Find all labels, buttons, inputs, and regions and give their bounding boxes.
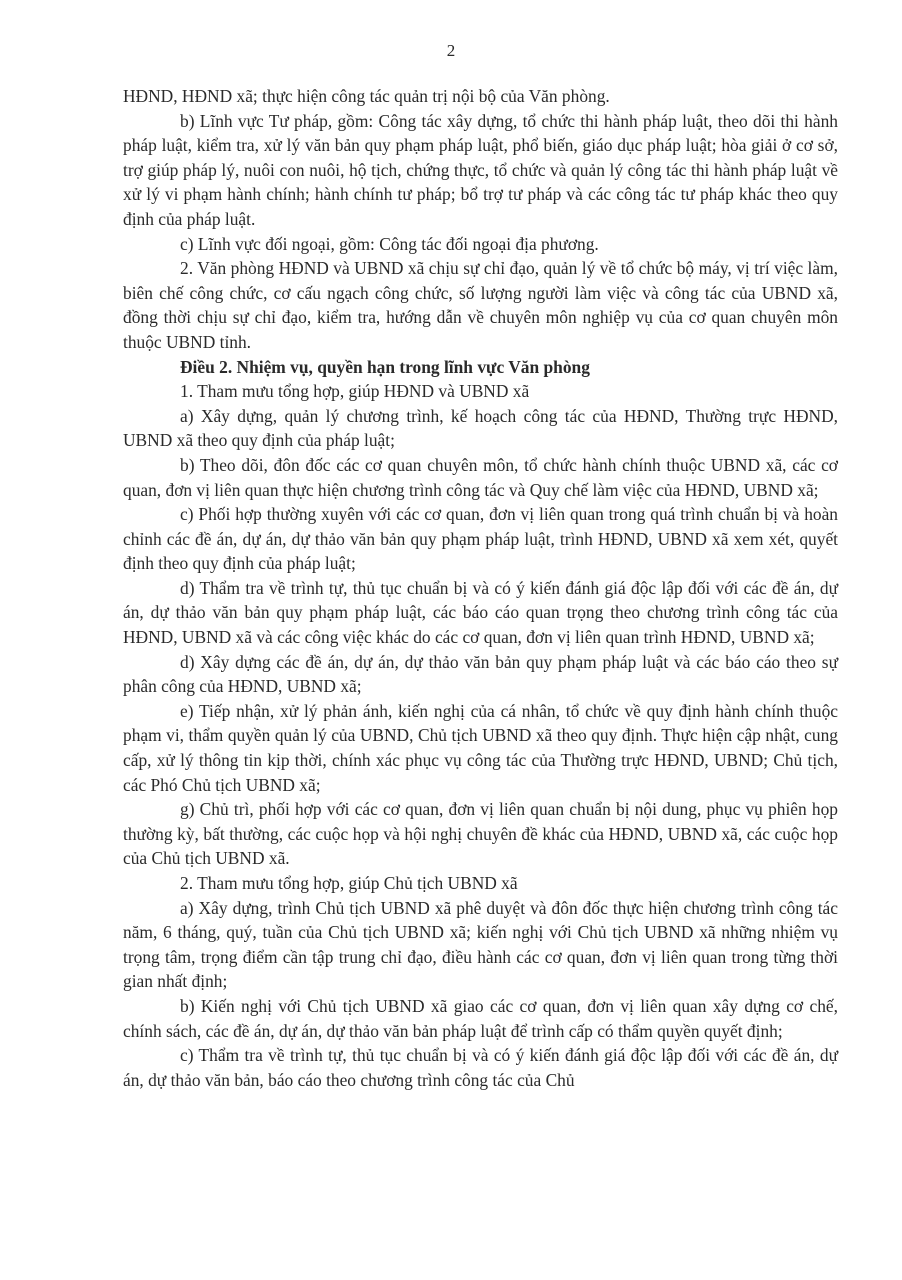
document-paragraph: a) Xây dựng, quản lý chương trình, kế hoạch công tác của HĐND, Thường trực HĐND, UBND xã theo quy định của pháp luật; [123, 405, 838, 451]
document-paragraph: b) Kiến nghị với Chủ tịch UBND xã giao các cơ quan, đơn vị liên quan xây dựng cơ chế, chính sách, các đề án, dự án, dự thảo văn bản pháp luật để trình cấp có thẩm quyền quyết định; [123, 995, 838, 1041]
document-paragraph: c) Lĩnh vực đối ngoại, gồm: Công tác đối ngoại địa phương. [180, 233, 599, 254]
document-paragraph: e) Tiếp nhận, xử lý phản ánh, kiến nghị của cá nhân, tổ chức về quy định hành chính thuộc phạm vi, thẩm quyền quản lý của UBND, Chủ tịch UBND xã theo quy định. Thực hiện cập nhật, cung cấp, xử lý thông tin kịp thời, chính xác phục vụ công tác của Thường trực HĐND, UBND; Chủ tịch, các Phó Chủ tịch UBND xã; [123, 700, 838, 795]
document-paragraph: b) Lĩnh vực Tư pháp, gồm: Công tác xây dựng, tổ chức thi hành pháp luật, theo dõi thi hành pháp luật, kiểm tra, xử lý văn bản quy phạm pháp luật, phổ biến, giáo dục pháp luật; hòa giải ở cơ sở, trợ giúp pháp lý, nuôi con nuôi, hộ tịch, chứng thực, tổ chức và quản lý công tác thi hành pháp luật về xử lý vi phạm hành chính; hành chính tư pháp; bổ trợ tư pháp và các công tác tư pháp khác theo quy định của pháp luật. [123, 110, 838, 229]
document-paragraph: 2. Văn phòng HĐND và UBND xã chịu sự chỉ đạo, quản lý về tổ chức bộ máy, vị trí việc làm, biên chế công chức, cơ cấu ngạch công chức, số lượng người làm việc và công tác của UBND xã, đồng thời chịu sự chỉ đạo, kiểm tra, hướng dẫn về chuyên môn nghiệp vụ của cơ quan chuyên môn thuộc UBND tỉnh. [123, 258, 838, 352]
document-paragraph: d) Xây dựng các đề án, dự án, dự thảo văn bản quy phạm pháp luật và các báo cáo theo sự phân công của HĐND, UBND xã; [123, 651, 838, 697]
document-paragraph: a) Xây dựng, trình Chủ tịch UBND xã phê duyệt và đôn đốc thực hiện chương trình công tác năm, 6 tháng, quý, tuần của Chủ tịch UBND xã; kiến nghị với Chủ tịch UBND xã những nhiệm vụ trọng tâm, trọng điểm cần tập trung chỉ đạo, điều hành các cơ quan, đơn vị liên quan trong từng thời gian nhất định; [123, 897, 838, 992]
document-paragraph: 1. Tham mưu tổng hợp, giúp HĐND và UBND xã [180, 381, 530, 402]
document-paragraph: HĐND, HĐND xã; thực hiện công tác quản trị nội bộ của Văn phòng. [123, 86, 610, 106]
document-paragraph: g) Chủ trì, phối hợp với các cơ quan, đơn vị liên quan chuẩn bị nội dung, phục vụ phiên họp thường kỳ, bất thường, các cuộc họp và hội nghị chuyên đề khác của HĐND, UBND xã, các cuộc họp của Chủ tịch UBND xã. [123, 799, 838, 869]
document-paragraph: 2. Tham mưu tổng hợp, giúp Chủ tịch UBND xã [180, 873, 518, 893]
document-paragraph: c) Phối hợp thường xuyên với các cơ quan, đơn vị liên quan trong quá trình chuẩn bị và hoàn chỉnh các đề án, dự án, dự thảo văn bản quy phạm pháp luật, trình HĐND, UBND xã xem xét, quyết định theo quy định của pháp luật; [123, 504, 838, 574]
document-paragraph: c) Thẩm tra về trình tự, thủ tục chuẩn bị và có ý kiến đánh giá độc lập đối với các đề án, dự án, dự thảo văn bản, báo cáo theo chương trình công tác của Chủ [123, 1045, 838, 1090]
page-number: 2 [446, 41, 456, 60]
article-heading: Điều 2. Nhiệm vụ, quyền hạn trong lĩnh vực Văn phòng [180, 356, 590, 377]
document-paragraph: b) Theo dõi, đôn đốc các cơ quan chuyên môn, tổ chức hành chính thuộc UBND xã, các cơ quan, đơn vị liên quan thực hiện chương trình công tác và Quy chế làm việc của HĐND, UBND xã; [123, 454, 838, 500]
document-paragraph: d) Thẩm tra về trình tự, thủ tục chuẩn bị và có ý kiến đánh giá độc lập đối với các đề án, dự án, dự thảo văn bản quy phạm pháp luật, các báo cáo quan trọng theo chương trình công tác của HĐND, UBND xã và các công việc khác do các cơ quan, đơn vị liên quan trình HĐND, UBND xã; [123, 577, 838, 648]
document-body [123, 84, 838, 1092]
